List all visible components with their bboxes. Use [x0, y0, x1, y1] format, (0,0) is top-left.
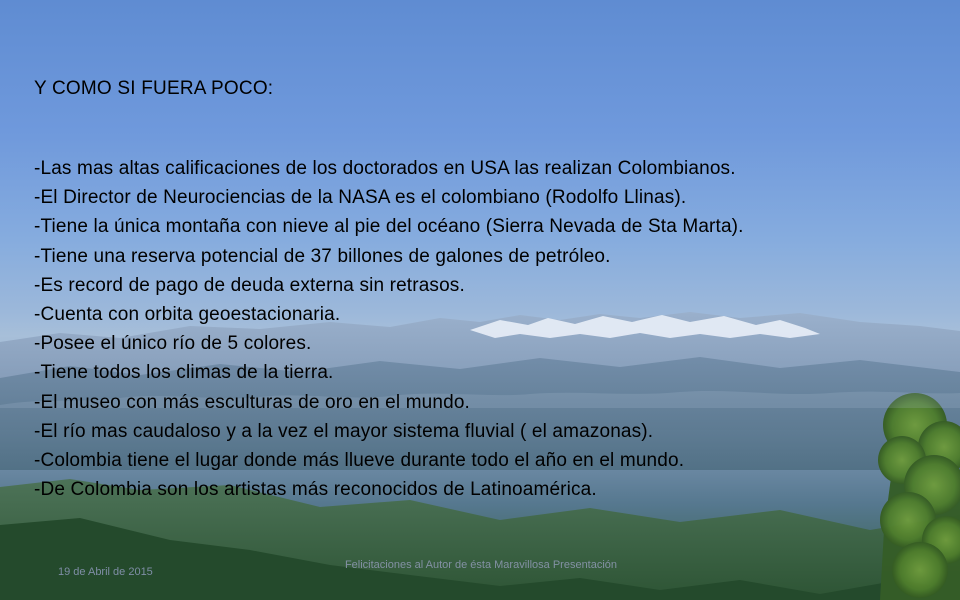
fact-item: -Es record de pago de deuda externa sin retrasos.	[34, 274, 465, 296]
fact-item: -Posee el único río de 5 colores.	[34, 333, 312, 355]
fact-item: -Las mas altas calificaciones de los doctorados en USA las realizan Colombianos.	[34, 158, 736, 179]
fact-item: -Tiene la única montaña con nieve al pie del océano (Sierra Nevada de Sta Marta).	[34, 216, 744, 238]
footer-credit: Felicitaciones al Autor de ésta Maravillosa Presentación	[344, 559, 618, 571]
slide-heading: Y COMO SI FUERA POCO:	[34, 78, 274, 99]
fact-item: -Tiene todos los climas de la tierra.	[34, 362, 334, 384]
fact-item: -De Colombia son los artistas más reconocidos de Latinoamérica.	[34, 479, 597, 501]
fact-item: -Tiene una reserva potencial de 37 billones de galones de petróleo.	[34, 245, 611, 267]
footer-date: 19 de Abril de 2015	[58, 566, 153, 578]
slide-content	[34, 77, 934, 504]
facts-list	[34, 154, 934, 504]
fact-item: -El río mas caudaloso y a la vez el mayor sistema fluvial ( el amazonas).	[34, 420, 654, 442]
fact-item: -Cuenta con orbita geoestacionaria.	[34, 304, 341, 326]
fact-item: -El Director de Neurociencias de la NASA es el colombiano (Rodolfo Llinas).	[34, 187, 687, 209]
fact-item: -Colombia tiene el lugar donde más llueve durante todo el año en el mundo.	[34, 450, 685, 472]
fact-item: -El museo con más esculturas de oro en el mundo.	[34, 391, 470, 413]
